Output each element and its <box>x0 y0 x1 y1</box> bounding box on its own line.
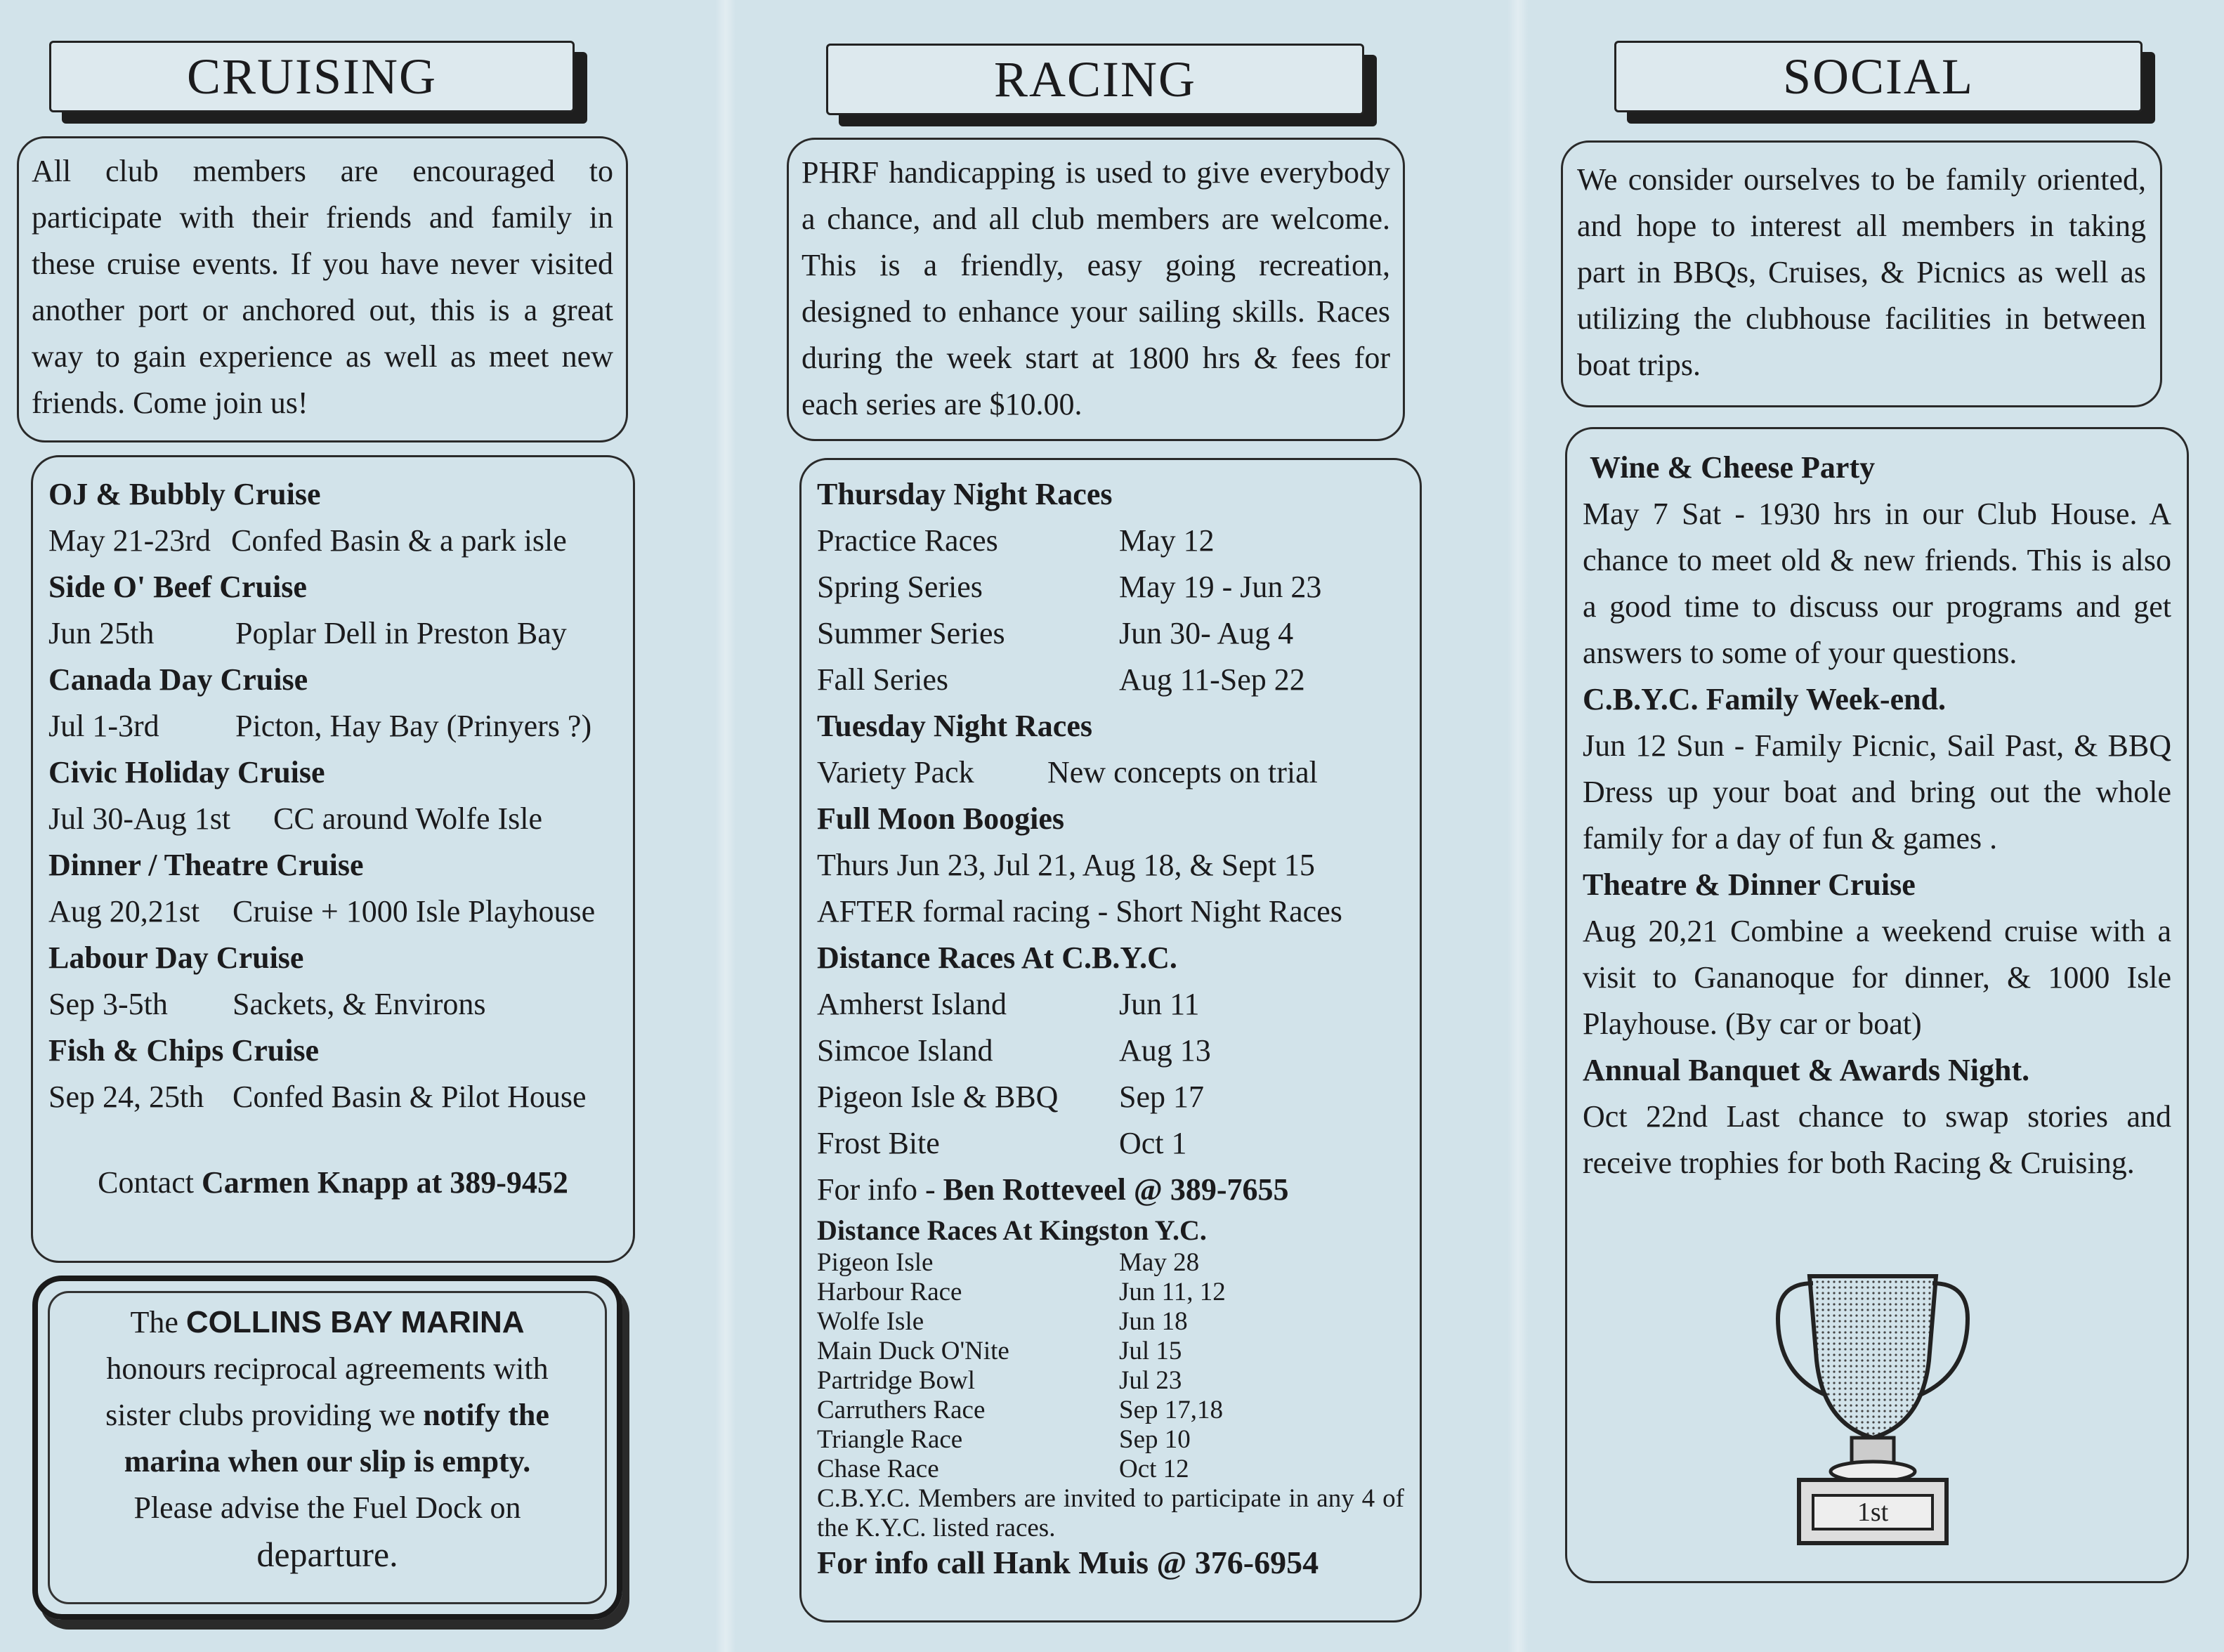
marina-line: marina when our slip is empty. <box>124 1444 531 1479</box>
cbyc-distance-heading: Distance Races At C.B.Y.C. <box>817 940 1177 975</box>
cruise-event: Civic Holiday Cruise Jul 30-Aug 1st CC around Wolfe Isle <box>48 755 543 836</box>
race-row: Triangle Race Sep 10 <box>817 1425 1191 1454</box>
race-row: Main Duck O'Nite Jul 15 <box>817 1337 1182 1365</box>
cruise-event: Canada Day Cruise Jul 1-3rd Picton, Hay Bay (Prinyers ?) <box>48 662 592 743</box>
kyc-note: C.B.Y.C. Members are invited to participate in any 4 of the K.Y.C. listed races. <box>817 1484 1404 1542</box>
thursday-races-heading: Thursday Night Races <box>817 477 1113 511</box>
trophy-icon-graphic <box>1771 1269 1975 1550</box>
full-moon-dates: Thurs Jun 23, Jul 21, Aug 18, & Sept 15 <box>817 848 1315 882</box>
marina-line: honours reciprocal agreements with <box>106 1351 549 1386</box>
social-column <box>1503 0 2224 1652</box>
racing-column <box>731 0 1503 1652</box>
tuesday-races-heading: Tuesday Night Races <box>817 709 1092 743</box>
cruise-event: OJ & Bubbly Cruise May 21-23rd Confed Basin & a park isle <box>48 477 567 558</box>
cruising-events-box <box>31 455 635 1263</box>
full-moon-note: AFTER formal racing - Short Night Races <box>817 894 1342 929</box>
race-row: Practice Races May 12 <box>817 523 1215 558</box>
racing-info-ben: For info - Ben Rotteveel @ 389-7655 <box>817 1172 1289 1207</box>
cruising-intro-text: All club members are encouraged to participate with their friends and family in these cruise events. If you have never visited another port or anchored out, this is a great way to gain experience as well as meet new friends. Come join us! <box>32 154 613 420</box>
racing-info-hank: For info call Hank Muis @ 376-6954 <box>817 1545 1319 1580</box>
racing-title: RACING <box>826 44 1364 115</box>
marina-line: departure. <box>256 1535 398 1574</box>
social-event: C.B.Y.C. Family Week-end. Jun 12 Sun - Family Picnic, Sail Past, & BBQ Dress up your boat and bring out the whole family for a day of fun & games . <box>1583 682 2171 855</box>
race-row: Simcoe Island Aug 13 <box>817 1033 1211 1068</box>
social-event: Wine & Cheese Party May 7 Sat - 1930 hrs in our Club House. A chance to meet old & new friends. This is also a good time to discuss our programs and get answers to some of your questions. <box>1583 450 2171 670</box>
race-row: Chase Race Oct 12 <box>817 1455 1189 1483</box>
cruise-event: Labour Day Cruise Sep 3-5th Sackets, & Environs <box>48 940 486 1021</box>
full-moon-heading: Full Moon Boogies <box>817 801 1065 836</box>
race-row: Amherst Island Jun 11 <box>817 987 1200 1021</box>
race-row: Pigeon Isle & BBQ Sep 17 <box>817 1080 1204 1114</box>
social-event: Theatre & Dinner Cruise Aug 20,21 Combine a weekend cruise with a visit to Gananoque for dinner, & 1000 Isle Playhouse. (By car or boat) <box>1583 867 2171 1041</box>
trophy-icon <box>1771 1269 1975 1550</box>
marina-line: The COLLINS BAY MARINA <box>130 1305 525 1339</box>
race-row: Pigeon Isle May 28 <box>817 1248 1200 1277</box>
marina-notice-box <box>32 1276 622 1620</box>
cruising-intro-box <box>17 136 628 442</box>
marina-line: sister clubs providing we notify the <box>105 1398 549 1432</box>
racing-intro-box <box>787 138 1405 441</box>
race-row: Carruthers Race Sep 17,18 <box>817 1396 1223 1424</box>
race-row: Frost Bite Oct 1 <box>817 1126 1187 1160</box>
marina-line: Please advise the Fuel Dock on <box>133 1490 521 1525</box>
cruising-contact: Contact Carmen Knapp at 389-9452 <box>98 1165 568 1200</box>
cruise-event: Side O' Beef Cruise Jun 25th Poplar Dell in Preston Bay <box>48 570 567 650</box>
trophy-label: 1st <box>1857 1497 1889 1527</box>
social-intro-box <box>1561 140 2162 407</box>
cruise-event: Fish & Chips Cruise Sep 24, 25th Confed Basin & Pilot House <box>48 1033 587 1114</box>
racing-schedule-box <box>799 458 1422 1622</box>
racing-intro-text: PHRF handicapping is used to give everybody a chance, and all club members are welcome. This is a friendly, easy going recreation, designed to enhance your sailing skills. Races during the week start at 1800 hrs & fees for each series are $10.00. <box>802 155 1390 421</box>
race-row: Summer Series Jun 30- Aug 4 <box>817 616 1294 650</box>
race-row: Fall Series Aug 11-Sep 22 <box>817 662 1305 697</box>
social-events-box <box>1565 427 2189 1583</box>
race-row: Wolfe Isle Jun 18 <box>817 1307 1188 1336</box>
social-intro-text: We consider ourselves to be family oriented, and hope to interest all members in taking part in BBQs, Cruises, & Picnics as well as utilizing the clubhouse facilities in between boat trips. <box>1577 162 2146 382</box>
social-event: Annual Banquet & Awards Night. Oct 22nd Last chance to swap stories and receive trophies for both Racing & Cruising. <box>1583 1053 2171 1180</box>
race-row: Variety Pack New concepts on trial <box>817 755 1318 789</box>
social-title: SOCIAL <box>1614 41 2143 112</box>
cruising-column <box>0 0 731 1652</box>
race-row: Spring Series May 19 - Jun 23 <box>817 570 1322 604</box>
kyc-distance-heading: Distance Races At Kingston Y.C. <box>817 1214 1207 1246</box>
cruising-title: CRUISING <box>49 41 575 112</box>
race-row: Partridge Bowl Jul 23 <box>817 1366 1182 1395</box>
cruise-event: Dinner / Theatre Cruise Aug 20,21st Cruise + 1000 Isle Playhouse <box>48 848 596 929</box>
race-row: Harbour Race Jun 11, 12 <box>817 1278 1226 1306</box>
